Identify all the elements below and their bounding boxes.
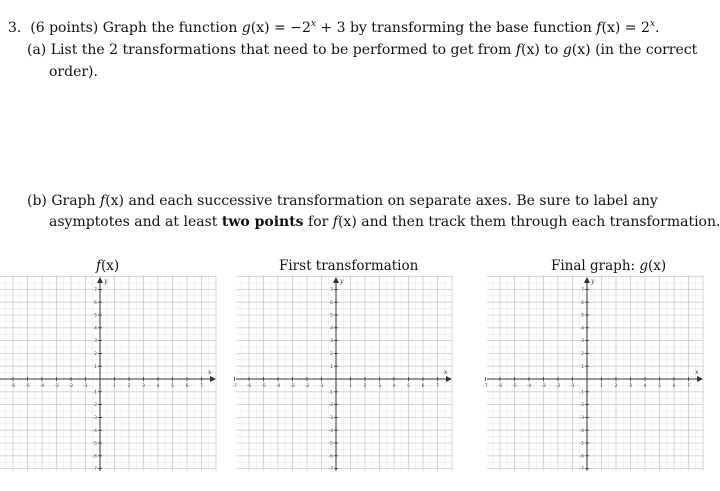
g-function-arg: (x) (250, 20, 270, 36)
y-tick-label: 6 (94, 300, 97, 306)
y-axis-label: y (591, 278, 595, 285)
y-axis-label: y (340, 278, 344, 285)
part-b-line2-start: asymptotes and at least (49, 214, 218, 230)
x-tick-label: 2 (363, 384, 367, 389)
part-a-label: (a) (27, 42, 47, 58)
y-tick-label: 6 (581, 300, 584, 306)
y-tick-label: -3 (328, 416, 333, 421)
y-tick-label: 6 (330, 300, 333, 306)
y-tick-label: -2 (579, 403, 584, 409)
y-axis-arrow (584, 277, 590, 283)
question-points: (6 points) (30, 20, 99, 36)
x-tick-label: 5 (658, 384, 661, 389)
g-function-exponent: x (310, 19, 316, 29)
x-tick-label: 6 (185, 384, 189, 389)
x-tick-label: -4 (275, 384, 281, 389)
y-tick-label: 5 (581, 313, 584, 319)
part-b-fn2-arg: (x) (337, 214, 357, 230)
y-tick-label: -4 (328, 428, 333, 434)
g-function-tail: + 3 (315, 20, 346, 36)
x-tick-label: -2 (555, 384, 561, 389)
y-tick-label: 1 (581, 364, 584, 370)
y-tick-label: 5 (330, 313, 333, 319)
y-axis-arrow (97, 277, 103, 283)
y-tick-label: -5 (328, 441, 333, 447)
question-end: . (654, 20, 660, 36)
y-tick-label: -6 (579, 454, 584, 460)
x-axis-label: x (208, 369, 212, 376)
x-axis-arrow (446, 376, 452, 382)
y-tick-label: 1 (330, 364, 333, 370)
graph-first-transformation[interactable] (232, 275, 452, 473)
part-b-line2-end: and then track them through each transformation. (361, 214, 720, 230)
y-tick-label: -4 (579, 428, 584, 434)
y-tick-label: -2 (328, 403, 333, 409)
y-tick-label: 7 (94, 288, 97, 293)
y-tick-label: -6 (328, 454, 333, 460)
part-a-text-after: (in the correct (595, 42, 698, 58)
x-tick-label: 7 (436, 384, 439, 389)
graph-final[interactable] (483, 275, 703, 473)
y-tick-label: 7 (581, 288, 584, 293)
x-tick-label: -7 (232, 384, 237, 389)
part-b-text-mid: and each successive transformation on separate axes. Be sure to label any (128, 193, 658, 209)
x-axis-arrow (697, 376, 703, 382)
x-tick-label: 1 (113, 384, 116, 389)
part-b-line2-mid: for (308, 214, 329, 230)
part-b-fn2: f (332, 214, 338, 230)
x-tick-label: 2 (614, 384, 618, 389)
x-axis-arrow (210, 376, 216, 382)
part-a-from-arg: (x) (521, 42, 540, 58)
y-tick-label: -1 (328, 390, 333, 396)
y-tick-label: -2 (92, 403, 97, 409)
x-tick-label (0, 383, 1, 389)
graph-final-axes[interactable] (483, 275, 703, 473)
y-tick-label: -5 (92, 441, 97, 447)
question-number: 3. (8, 20, 22, 36)
part-b-text-start: Graph (51, 193, 96, 209)
x-tick-label: 7 (200, 384, 203, 389)
x-tick-label: -6 (10, 384, 16, 389)
g-function-name: g (241, 20, 251, 36)
y-tick-label: -4 (92, 428, 97, 434)
x-tick-label: -5 (25, 384, 30, 389)
graph-label-final-graph: Final graph: g(x) (551, 258, 667, 274)
part-a-from-fn: f (515, 42, 522, 58)
x-tick-label: -3 (541, 384, 546, 389)
part-a-to-word: to (544, 42, 559, 58)
part-a-to-fn: g (562, 42, 572, 58)
x-tick-label: -5 (261, 384, 266, 389)
graph-label-first-transformation: First transformation (279, 258, 419, 274)
x-tick-label: -6 (497, 384, 503, 389)
f-function-exponent: x (649, 19, 655, 29)
x-tick-label: 5 (407, 384, 410, 389)
y-tick-label: 5 (94, 313, 97, 319)
f-function-eq: = 2 (620, 20, 650, 36)
f-function-name: f (596, 20, 602, 36)
graph-label-f: f(x) (96, 258, 120, 274)
x-tick-label: -4 (39, 384, 45, 389)
x-tick-label: -3 (290, 384, 295, 389)
graph-f-axes[interactable] (0, 275, 216, 471)
x-tick-label: 3 (629, 384, 632, 389)
y-tick-label: 3 (94, 339, 97, 345)
x-tick-label: -3 (54, 384, 59, 389)
part-b-label: (b) (27, 193, 47, 209)
x-tick-label: -7 (483, 384, 488, 389)
y-tick-label: -3 (92, 416, 97, 421)
x-tick-label: 3 (142, 384, 145, 389)
x-tick-label: -1 (570, 384, 575, 389)
y-axis-arrow (333, 277, 339, 283)
graph-f[interactable] (0, 275, 216, 471)
y-tick-label: -1 (92, 390, 97, 396)
y-tick-label: -1 (579, 390, 584, 396)
y-tick-label: 2 (330, 352, 333, 357)
x-tick-label: -1 (319, 384, 324, 389)
x-tick-label: 4 (156, 384, 160, 389)
x-tick-label: 2 (127, 384, 131, 389)
x-axis-label: x (444, 369, 448, 376)
x-tick-label: 1 (349, 384, 352, 389)
x-tick-label: 6 (672, 384, 676, 389)
part-a (27, 42, 697, 58)
y-tick-label: 3 (581, 339, 584, 345)
x-tick-label: -4 (526, 384, 532, 389)
question-intro: Graph the function (102, 20, 238, 36)
x-tick-label: -1 (83, 384, 88, 389)
part-a-line2: order). (49, 64, 98, 80)
y-tick-label: -5 (579, 441, 584, 447)
y-tick-label: 2 (581, 352, 584, 357)
y-tick-label: -7 (92, 467, 97, 473)
x-axis-label: x (695, 369, 699, 376)
x-tick-label: 4 (643, 384, 647, 389)
part-b-fn: f (100, 193, 106, 209)
x-tick-label: 7 (687, 384, 690, 389)
x-tick-label: 3 (378, 384, 381, 389)
y-tick-label: 1 (94, 364, 97, 370)
part-b-line2 (49, 214, 720, 230)
question-mid-text: by transforming the base function (345, 20, 592, 36)
y-tick-label: 4 (94, 326, 97, 332)
x-tick-label: -2 (68, 384, 74, 389)
x-tick-label: 5 (171, 384, 174, 389)
y-tick-label: 3 (330, 339, 333, 345)
g-function-eq: = −2 (269, 20, 311, 36)
y-tick-label: -6 (92, 454, 97, 460)
part-b (27, 193, 658, 209)
y-axis-label: y (104, 278, 108, 285)
y-tick-label: -7 (328, 467, 333, 473)
x-tick-label: -6 (246, 384, 252, 389)
x-tick-label: 4 (392, 384, 396, 389)
part-a-to-arg: (x) (571, 42, 591, 58)
x-tick-label: -2 (304, 384, 310, 389)
y-tick-label: -7 (579, 467, 584, 473)
f-function-arg: (x) (601, 20, 621, 36)
y-tick-label: 2 (94, 352, 97, 357)
question-stem (8, 20, 659, 36)
y-tick-label: 4 (330, 326, 333, 332)
graph-first-transformation-axes[interactable] (232, 275, 452, 473)
x-tick-label: 1 (600, 384, 603, 389)
x-tick-label: 6 (421, 384, 425, 389)
part-a-text: List the 2 transformations that need to be performed to get from (50, 42, 512, 58)
y-tick-label: -3 (579, 416, 584, 421)
part-b-bold-text: two points (221, 214, 304, 230)
y-tick-label: 7 (330, 288, 333, 293)
y-tick-label: 4 (581, 326, 584, 332)
part-b-fn-arg: (x) (105, 193, 125, 209)
x-tick-label: -5 (512, 384, 517, 389)
